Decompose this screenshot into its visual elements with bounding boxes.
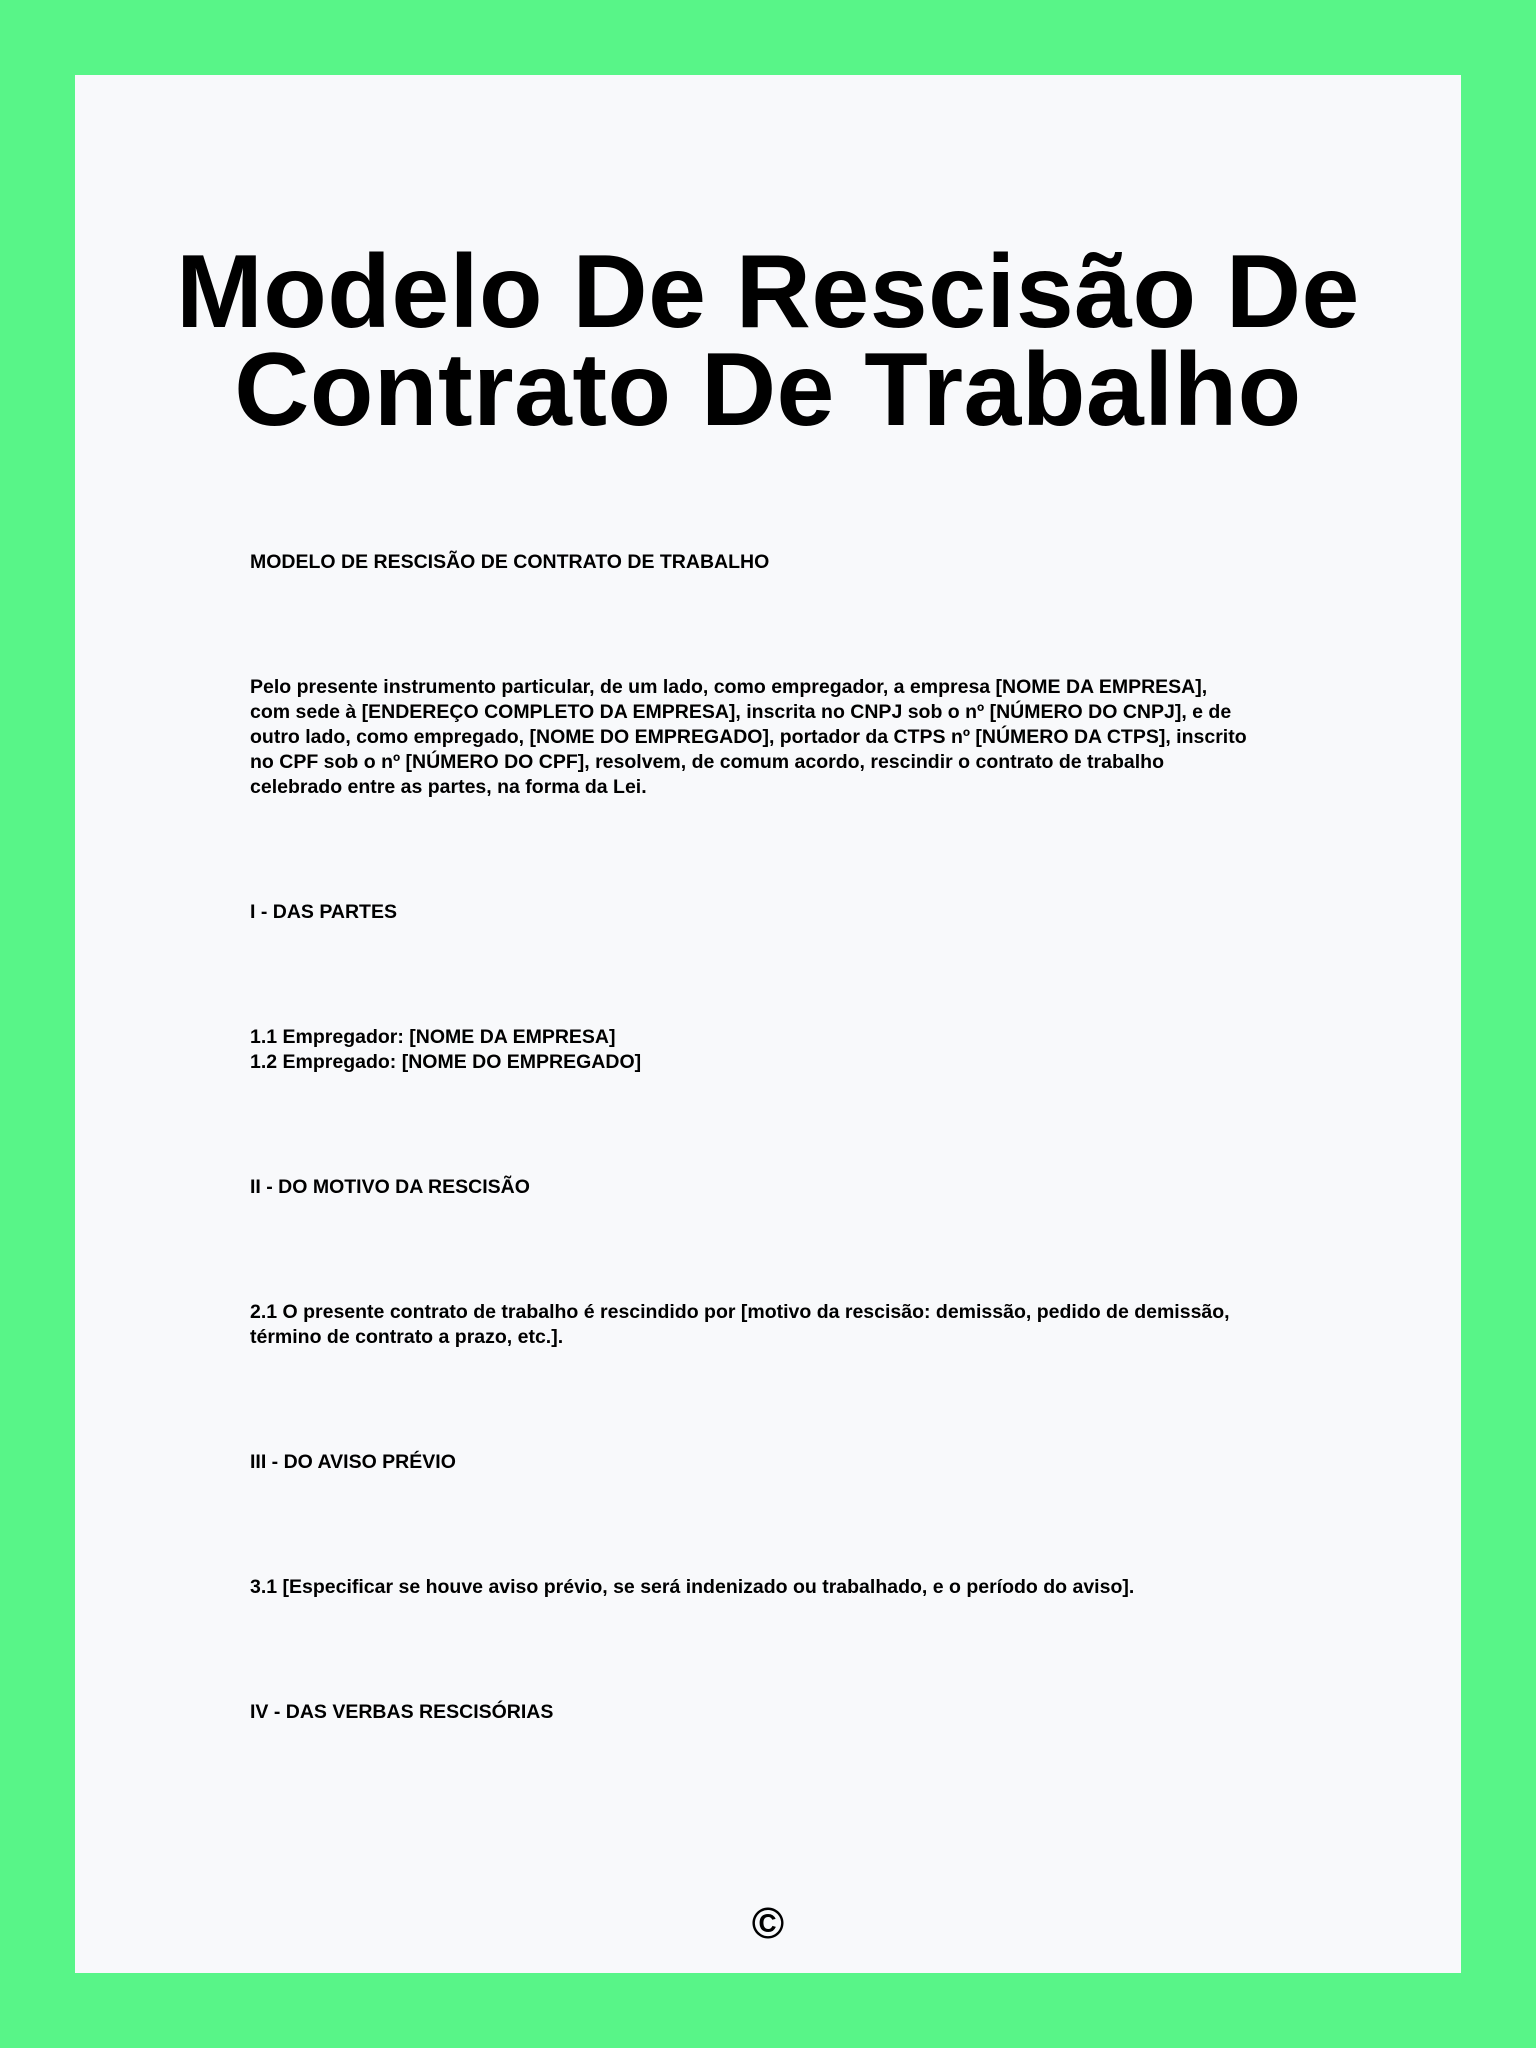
- intro-line: Pelo presente instrumento particular, de um lado, como empregador, a empresa [NOME DA EMPRESA],: [250, 676, 1208, 698]
- section-3-title: III - DO AVISO PRÉVIO: [250, 1451, 456, 1473]
- section-2-line: 2.1 O presente contrato de trabalho é rescindido por [motivo da rescisão: demissão, pedido de demissão,: [250, 1301, 1230, 1323]
- section-1-title: I - DAS PARTES: [250, 901, 397, 923]
- section-2-line: término de contrato a prazo, etc.].: [250, 1326, 564, 1348]
- copyright-icon: ©: [751, 1899, 785, 1948]
- intro-line: no CPF sob o nº [NÚMERO DO CPF], resolvem, de comum acordo, rescindir o contrato de trabalho: [250, 751, 1164, 773]
- document-heading: MODELO DE RESCISÃO DE CONTRATO DE TRABALHO: [250, 551, 770, 573]
- party-employee: 1.2 Empregado: [NOME DO EMPREGADO]: [250, 1051, 642, 1073]
- document-title: [75, 234, 1461, 448]
- section-2-paragraph: [250, 1300, 1360, 1350]
- intro-line: outro lado, como empregado, [NOME DO EMPREGADO], portador da CTPS nº [NÚMERO DA CTPS], inscrito: [250, 726, 1247, 748]
- section-1-items: [250, 1025, 1360, 1075]
- section-3-paragraph: 3.1 [Especificar se houve aviso prévio, se será indenizado ou trabalhado, e o período do aviso].: [250, 1576, 1135, 1598]
- section-4-title: IV - DAS VERBAS RESCISÓRIAS: [250, 1701, 554, 1723]
- title-line-2: Contrato De Trabalho: [234, 332, 1302, 448]
- title-line-1: Modelo De Rescisão De: [176, 234, 1360, 350]
- section-2-title: II - DO MOTIVO DA RESCISÃO: [250, 1176, 530, 1198]
- document-page: [75, 75, 1461, 1973]
- party-employer: 1.1 Empregador: [NOME DA EMPRESA]: [250, 1026, 616, 1048]
- intro-line: celebrado entre as partes, na forma da Lei.: [250, 776, 647, 798]
- intro-line: com sede à [ENDEREÇO COMPLETO DA EMPRESA], inscrita no CNPJ sob o nº [NÚMERO DO CNPJ], e de: [250, 701, 1232, 723]
- intro-paragraph: [250, 675, 1360, 800]
